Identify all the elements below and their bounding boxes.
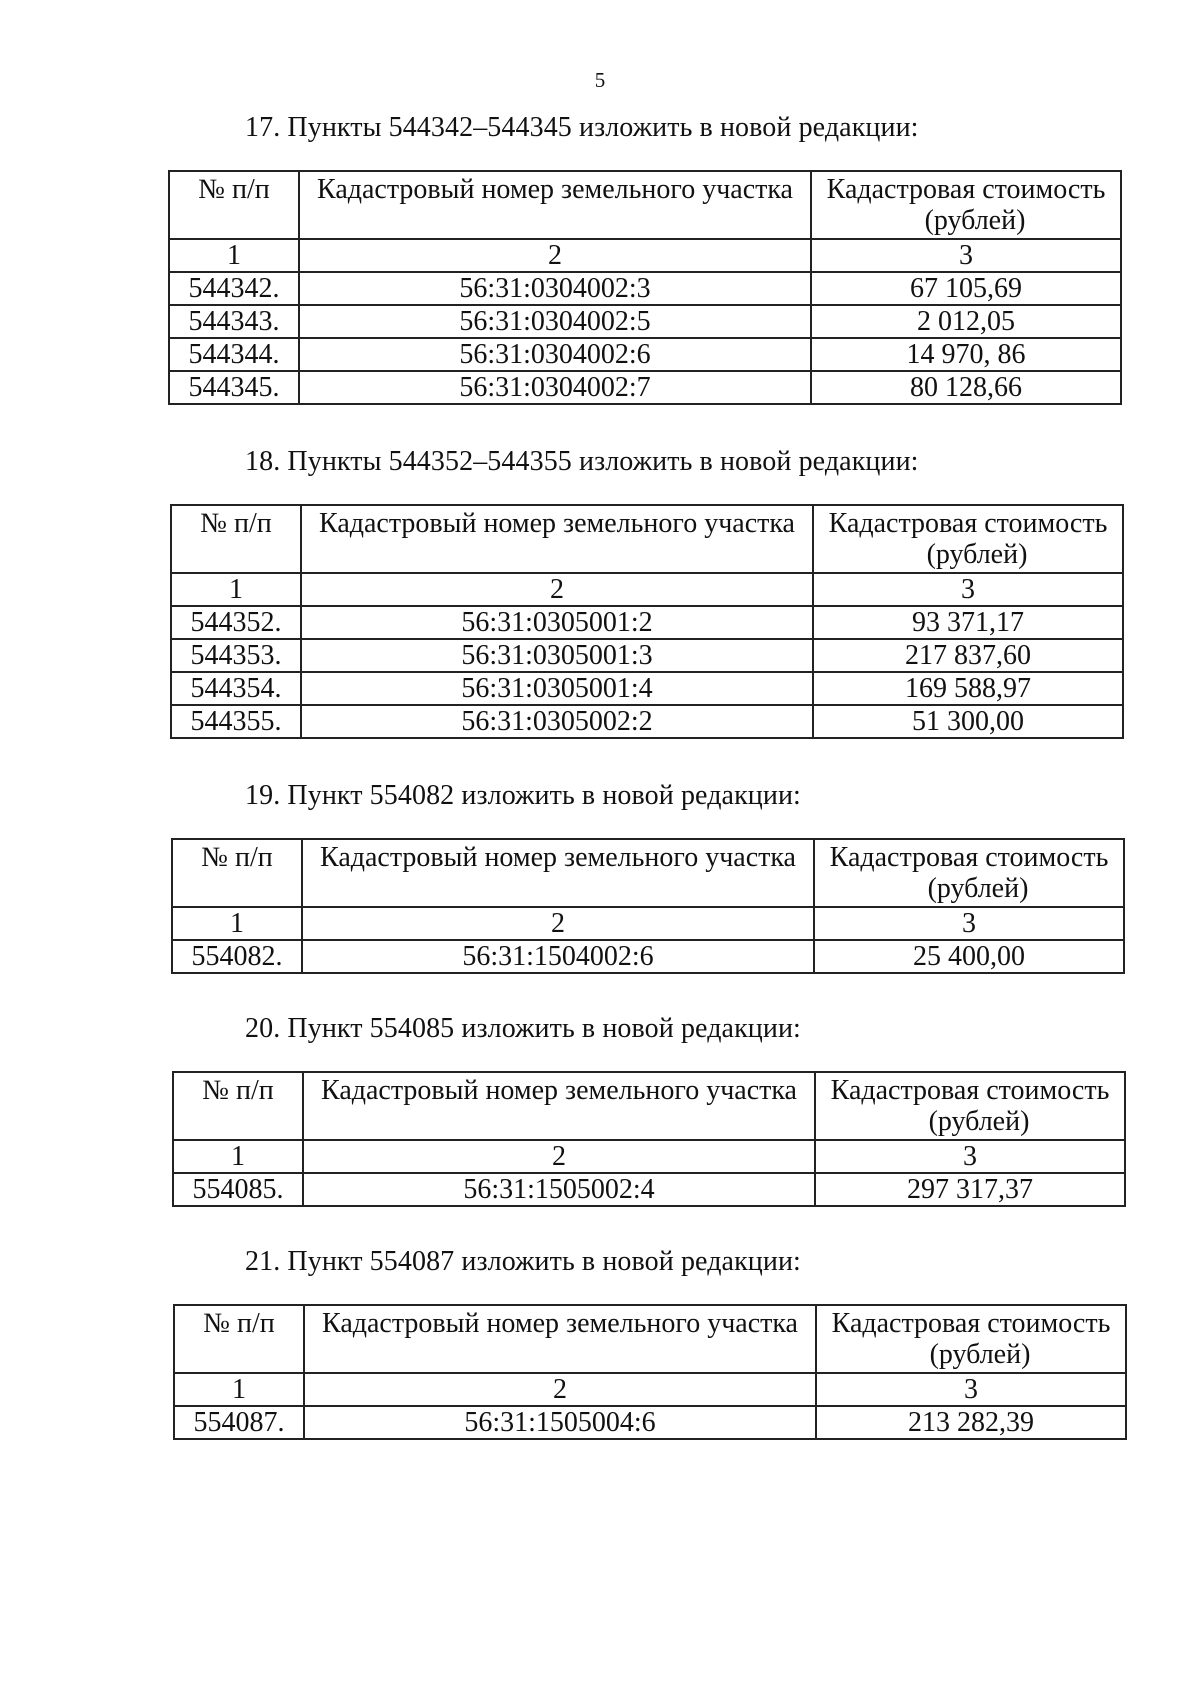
header-cost <box>813 505 1123 573</box>
row-num: 544355. <box>171 705 301 738</box>
row-cadastral: 56:31:0304002:3 <box>299 272 811 305</box>
header-num: № п/п <box>174 1305 304 1373</box>
row-cost: 217 837,60 <box>813 639 1123 672</box>
header-cost-line2: (рублей) <box>924 205 1026 236</box>
header-cost-line1: Кадастровая стоимость <box>826 174 1106 205</box>
row-num: 544343. <box>169 305 299 338</box>
header-cost-line2: (рублей) <box>927 873 1029 904</box>
cadastral-table <box>172 1071 1126 1207</box>
section-heading: 18. Пункты 544352–544355 изложить в новой редакции: <box>245 446 919 477</box>
index-cell: 2 <box>303 1140 815 1173</box>
table-row <box>169 305 1121 338</box>
row-num: 544342. <box>169 272 299 305</box>
header-cost-line1: Кадастровая стоимость <box>830 1075 1110 1106</box>
header-num: № п/п <box>172 839 302 907</box>
header-cost-line1: Кадастровая стоимость <box>829 842 1109 873</box>
header-cost-line2: (рублей) <box>926 539 1028 570</box>
header-cadastral: Кадастровый номер земельного участка <box>299 171 811 239</box>
index-cell: 3 <box>811 239 1121 272</box>
section-heading: 20. Пункт 554085 изложить в новой редакции: <box>245 1013 801 1044</box>
header-cost <box>815 1072 1125 1140</box>
cadastral-table <box>170 504 1124 739</box>
table-index-row <box>171 573 1123 606</box>
table-header-row <box>173 1072 1125 1140</box>
header-cadastral: Кадастровый номер земельного участка <box>304 1305 816 1373</box>
row-cadastral: 56:31:1505004:6 <box>304 1406 816 1439</box>
header-cost-line2: (рублей) <box>928 1106 1030 1137</box>
row-num: 554087. <box>174 1406 304 1439</box>
table-row <box>171 639 1123 672</box>
row-num: 544353. <box>171 639 301 672</box>
row-cadastral: 56:31:0305001:3 <box>301 639 813 672</box>
row-num: 554082. <box>172 940 302 973</box>
table-row <box>171 672 1123 705</box>
header-cadastral: Кадастровый номер земельного участка <box>303 1072 815 1140</box>
table-row <box>171 705 1123 738</box>
row-cost: 169 588,97 <box>813 672 1123 705</box>
header-cost-line1: Кадастровая стоимость <box>828 508 1108 539</box>
table-index-row <box>169 239 1121 272</box>
row-cost: 51 300,00 <box>813 705 1123 738</box>
header-cost <box>814 839 1124 907</box>
index-cell: 3 <box>816 1373 1126 1406</box>
index-cell: 1 <box>172 907 302 940</box>
row-num: 544345. <box>169 371 299 404</box>
table-row <box>169 338 1121 371</box>
table-header-row <box>171 505 1123 573</box>
index-cell: 3 <box>813 573 1123 606</box>
table-header-row <box>172 839 1124 907</box>
table-index-row <box>174 1373 1126 1406</box>
header-cadastral: Кадастровый номер земельного участка <box>302 839 814 907</box>
index-cell: 2 <box>302 907 814 940</box>
cadastral-table <box>173 1304 1127 1440</box>
page-number: 5 <box>594 68 606 92</box>
row-cost: 213 282,39 <box>816 1406 1126 1439</box>
header-num: № п/п <box>171 505 301 573</box>
row-cost: 2 012,05 <box>811 305 1121 338</box>
section-heading: 17. Пункты 544342–544345 изложить в новой редакции: <box>245 112 919 143</box>
row-num: 544354. <box>171 672 301 705</box>
cadastral-table <box>168 170 1122 405</box>
row-cost: 297 317,37 <box>815 1173 1125 1206</box>
index-cell: 3 <box>814 907 1124 940</box>
table-header-row <box>169 171 1121 239</box>
section-heading: 19. Пункт 554082 изложить в новой редакции: <box>245 780 801 811</box>
row-cadastral: 56:31:0305001:2 <box>301 606 813 639</box>
row-cost: 93 371,17 <box>813 606 1123 639</box>
index-cell: 2 <box>304 1373 816 1406</box>
header-cadastral: Кадастровый номер земельного участка <box>301 505 813 573</box>
row-cost: 67 105,69 <box>811 272 1121 305</box>
row-cadastral: 56:31:0304002:5 <box>299 305 811 338</box>
index-cell: 1 <box>169 239 299 272</box>
index-cell: 3 <box>815 1140 1125 1173</box>
table-row <box>172 940 1124 973</box>
row-num: 544344. <box>169 338 299 371</box>
row-cost: 80 128,66 <box>811 371 1121 404</box>
row-num: 544352. <box>171 606 301 639</box>
row-num: 554085. <box>173 1173 303 1206</box>
header-num: № п/п <box>173 1072 303 1140</box>
row-cadastral: 56:31:0304002:7 <box>299 371 811 404</box>
index-cell: 2 <box>299 239 811 272</box>
header-cost-line2: (рублей) <box>929 1339 1031 1370</box>
row-cost: 14 970, 86 <box>811 338 1121 371</box>
index-cell: 2 <box>301 573 813 606</box>
table-index-row <box>173 1140 1125 1173</box>
table-row <box>171 606 1123 639</box>
header-num: № п/п <box>169 171 299 239</box>
table-row <box>174 1406 1126 1439</box>
header-cost <box>816 1305 1126 1373</box>
header-cost-line1: Кадастровая стоимость <box>831 1308 1111 1339</box>
index-cell: 1 <box>171 573 301 606</box>
section-heading: 21. Пункт 554087 изложить в новой редакции: <box>245 1246 801 1277</box>
row-cadastral: 56:31:0305002:2 <box>301 705 813 738</box>
row-cost: 25 400,00 <box>814 940 1124 973</box>
header-cost <box>811 171 1121 239</box>
index-cell: 1 <box>174 1373 304 1406</box>
cadastral-table <box>171 838 1125 974</box>
row-cadastral: 56:31:1505002:4 <box>303 1173 815 1206</box>
index-cell: 1 <box>173 1140 303 1173</box>
table-row <box>173 1173 1125 1206</box>
table-row <box>169 272 1121 305</box>
table-index-row <box>172 907 1124 940</box>
row-cadastral: 56:31:1504002:6 <box>302 940 814 973</box>
table-row <box>169 371 1121 404</box>
row-cadastral: 56:31:0305001:4 <box>301 672 813 705</box>
row-cadastral: 56:31:0304002:6 <box>299 338 811 371</box>
table-header-row <box>174 1305 1126 1373</box>
